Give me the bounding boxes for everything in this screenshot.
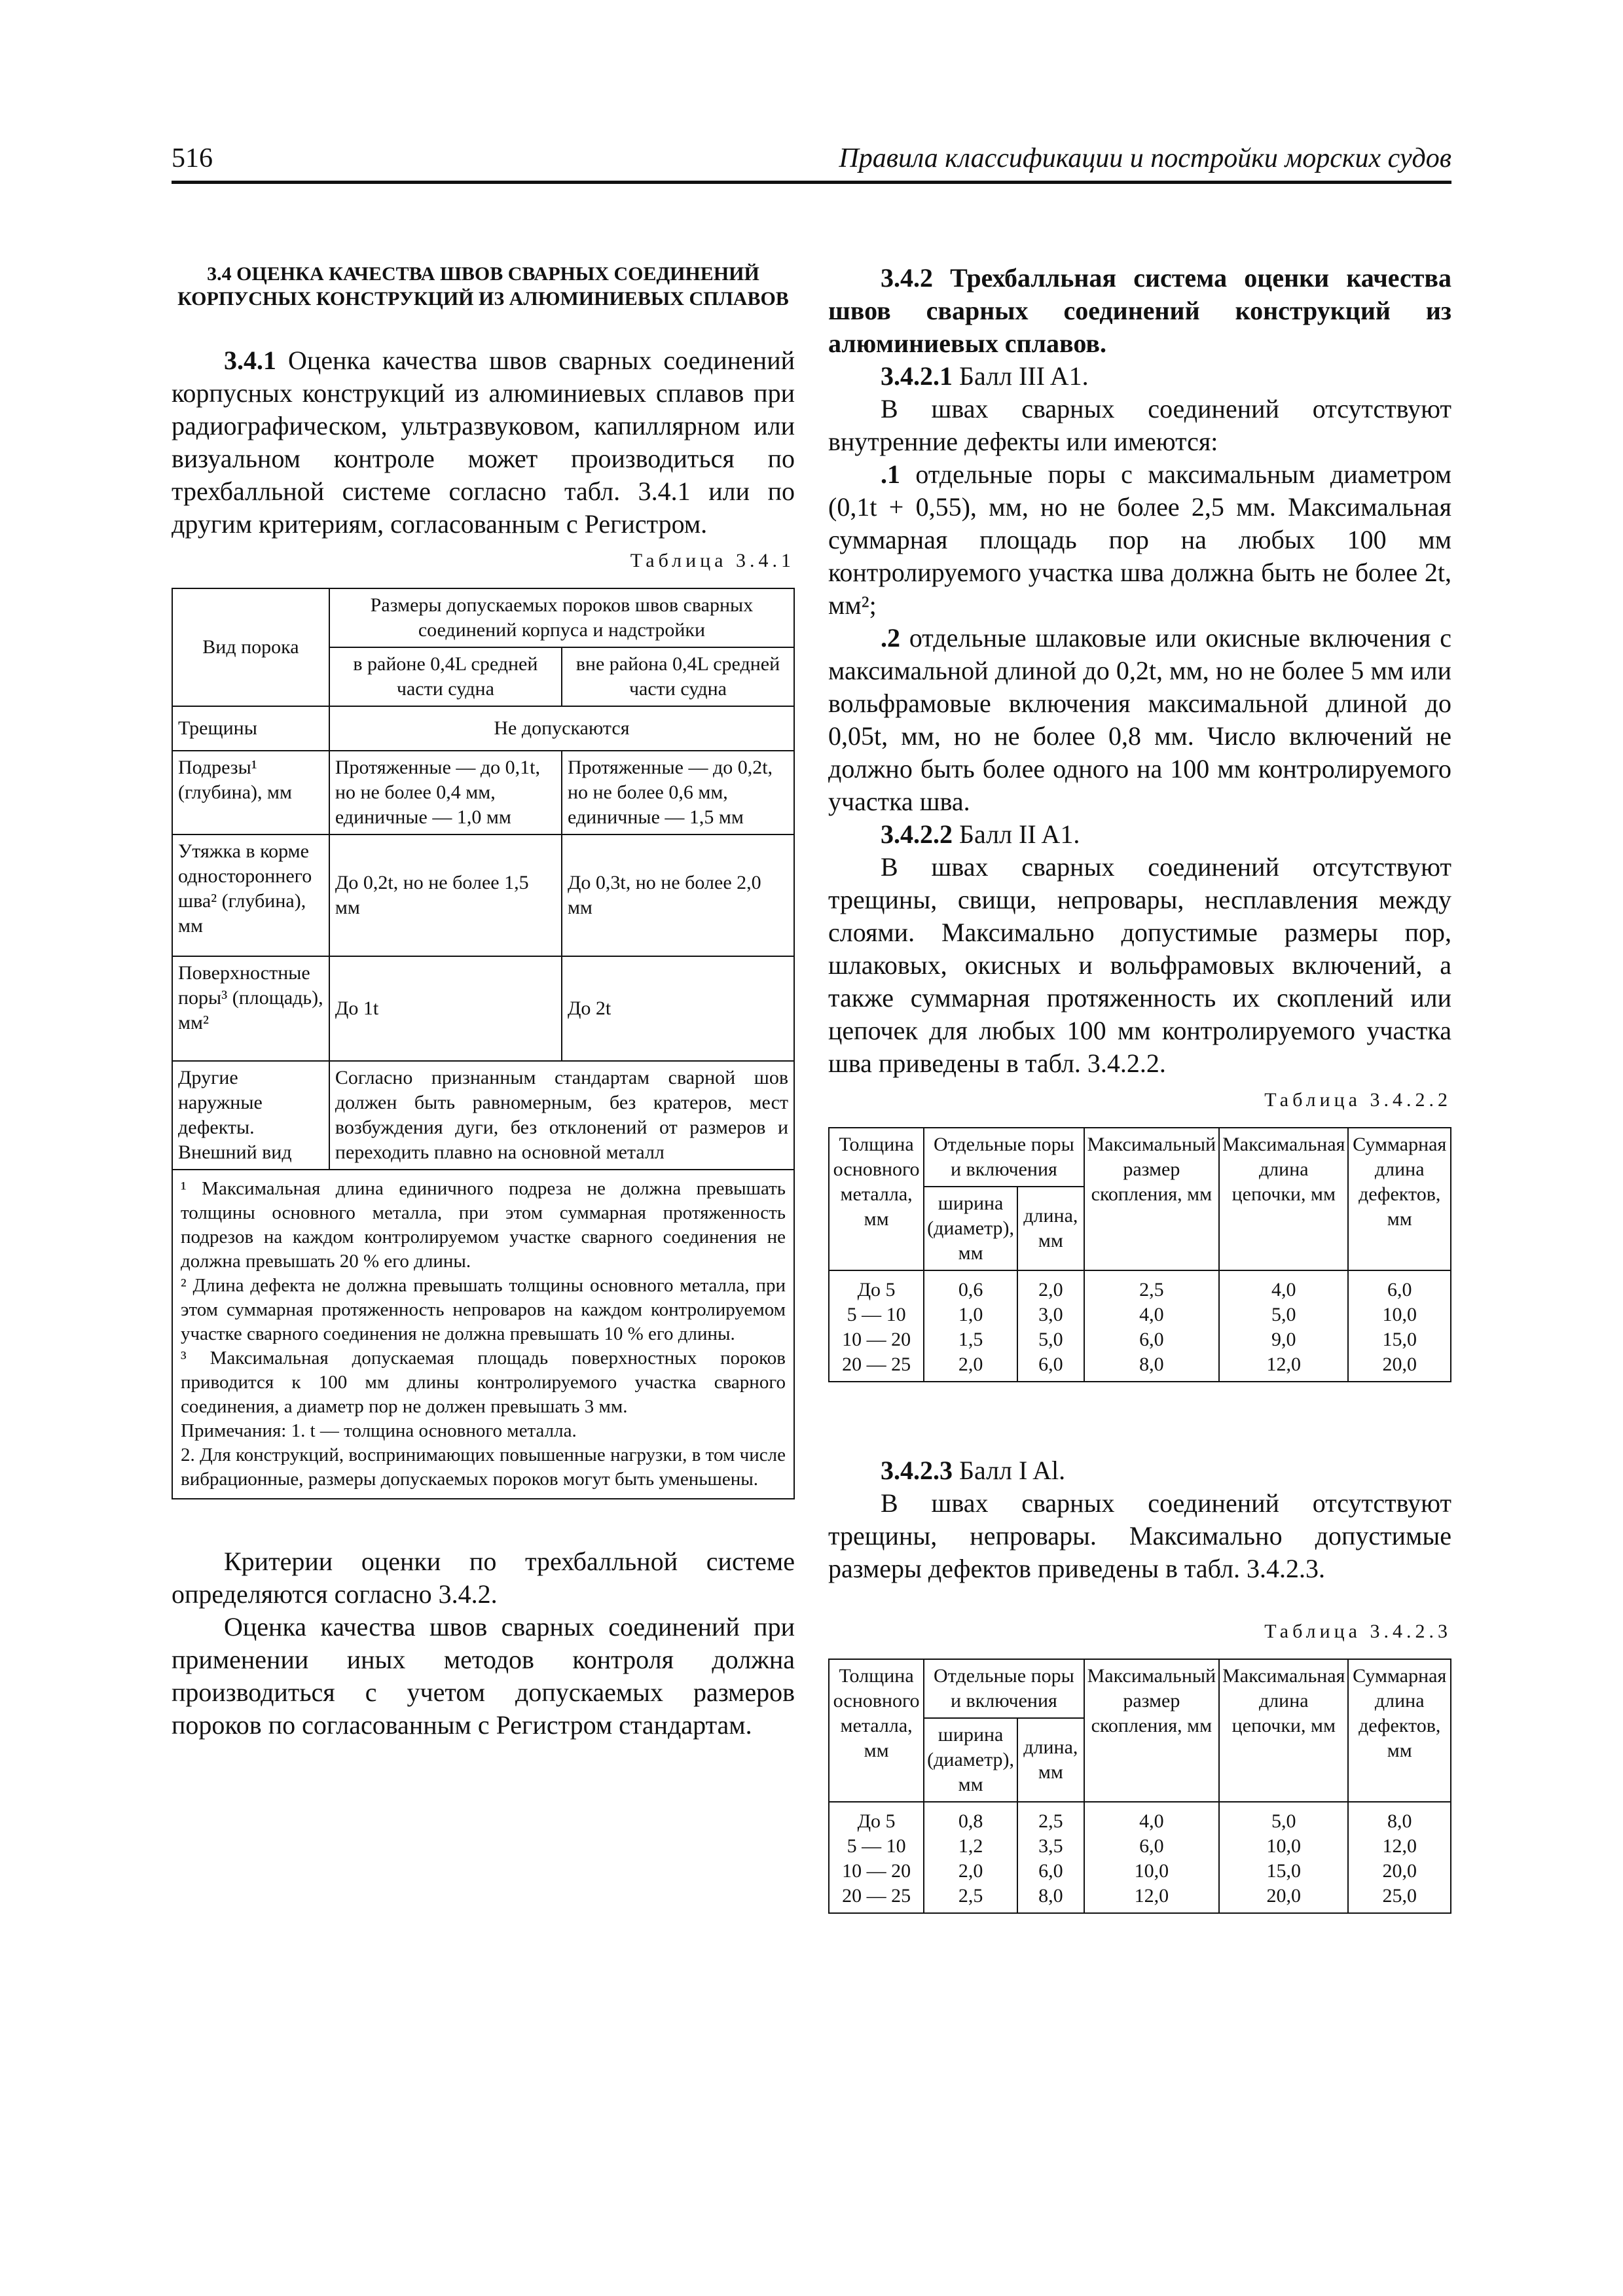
header-rule: [172, 181, 1451, 184]
paragraph-3-4-2-3-text: В швах сварных соединений отсутствуют трещины, непровары. Максимально допустимые размеры дефектов приведены в табл. 3.4.2.3.: [828, 1488, 1451, 1583]
table-label: Таблица 3.4.1: [630, 550, 795, 571]
col-chain: 4,0 5,0 9,0 12,0: [1219, 1270, 1348, 1382]
table-notes: [172, 1170, 794, 1499]
paragraph-3-4-1: [172, 344, 795, 541]
th-zone-in: в районе 0,4L средней части судна: [329, 647, 562, 706]
col-thickness: До 5 5 — 10 10 — 20 20 — 25: [829, 1802, 924, 1913]
clause-title: Балл I Al.: [959, 1456, 1066, 1485]
th-single: Отдельные поры и включения: [924, 1659, 1084, 1718]
clause-title: Трехбалльная система оценки качества швов сварных соединений конструкций из алюминиевых сплавов.: [828, 263, 1452, 358]
clause-number: 3.4.2.1: [881, 361, 953, 391]
running-title: Правила классификации и постройки морских судов: [839, 143, 1451, 173]
table-label: Таблица 3.4.2.2: [1264, 1089, 1451, 1111]
cell-kind: Поверхностные поры³ (площадь), мм²: [172, 956, 329, 1061]
item-text: отдельные поры с максимальным диаметром (0,1t + 0,55), мм, но не более 2,5 мм. Максимальная суммарная площадь пор на любых 100 мм контролируемого участка шва должна быть не более 2t, мм²;: [828, 459, 1452, 620]
table-3-4-1: [172, 588, 795, 1499]
note: ³ Максимальная допускаемая площадь поверхностных пороков приводится к 100 мм длины контролируемого участка сварного соединения, а диаметр пор не должен превышать 3 мм.: [181, 1348, 786, 1417]
clause-number: 3.4.2.2: [881, 819, 953, 849]
cell-value: Не допускаются: [329, 706, 794, 751]
th-length: длина, мм: [1017, 1187, 1084, 1270]
page-number: 516: [172, 143, 213, 173]
col-cluster: 2,5 4,0 6,0 8,0: [1084, 1270, 1219, 1382]
th-max-cluster: Максимальный размер скопления, мм: [1084, 1128, 1219, 1270]
cell-value: Протяженные — до 0,1t, но не более 0,4 мм, единичные — 1,0 мм: [329, 751, 562, 834]
paragraph-3-4-2-1-text: В швах сварных соединений отсутствуют внутренние дефекты или имеются:: [828, 394, 1451, 456]
clause-number: 3.4.2.3: [881, 1456, 953, 1485]
section-title: 3.4 ОЦЕНКА КАЧЕСТВА ШВОВ СВАРНЫХ СОЕДИНЕНИЙ КОРПУСНЫХ КОНСТРУКЦИЙ ИЗ АЛЮМИНИЕВЫХ СПЛАВОВ: [177, 263, 789, 310]
note: ² Длина дефекта не должна превышать толщины основного металла, при этом суммарная протяженность непроваров на каждом контролируемом участке сварного соединения не должна превышать 10 % его длины.: [181, 1275, 786, 1344]
paragraph-3-4-2-1: [828, 360, 1451, 393]
th-thickness: Толщина основного металла, мм: [829, 1659, 924, 1802]
clause-number: 3.4.2: [881, 263, 933, 293]
clause-text: Оценка качества швов сварных соединений корпусных конструкций из алюминиевых сплавов при радиографическом, ультразвуковом, капиллярном или визуальном контроле может производиться по трехбалльной системе согласно табл. 3.4.1 или по другим критериям, согласованным с Регистром.: [172, 346, 795, 539]
col-sum: 6,0 10,0 15,0 20,0: [1348, 1270, 1451, 1382]
th-kind: Вид порока: [172, 588, 329, 706]
th-sum-length: Суммарная длина дефектов, мм: [1348, 1128, 1451, 1270]
item-1: [828, 458, 1451, 622]
th-sizes: Размеры допускаемых пороков швов сварных соединений корпуса и надстройки: [329, 588, 794, 647]
paragraph-3-4-2: [828, 262, 1451, 360]
cell-value: До 1t: [329, 956, 562, 1061]
th-width: ширина (диаметр), мм: [924, 1718, 1017, 1802]
th-max-chain: Максимальная длина цепочки, мм: [1219, 1659, 1348, 1802]
paragraph-3-4-2-2: [828, 818, 1451, 851]
th-single: Отдельные поры и включения: [924, 1128, 1084, 1187]
cell-kind: Другие наружные дефекты. Внешний вид: [172, 1061, 329, 1170]
col-cluster: 4,0 6,0 10,0 12,0: [1084, 1802, 1219, 1913]
th-max-chain: Максимальная длина цепочки, мм: [1219, 1128, 1348, 1270]
col-width: 0,6 1,0 1,5 2,0: [924, 1270, 1017, 1382]
cell-value: До 0,2t, но не более 1,5 мм: [329, 834, 562, 956]
left-column: [172, 262, 795, 1742]
cell-value: До 0,3t, но не более 2,0 мм: [562, 834, 794, 956]
cell-kind: Трещины: [172, 706, 329, 751]
item-text: отдельные шлаковые или окисные включения с максимальной длиной до 0,2t, мм, но не более 5 мм или вольфрамовые включения максимальной длиной до 0,05t, мм, но не более 0,8 мм. Число включений не должно быть более одного на 100 мм контролируемого участка шва.: [828, 623, 1451, 816]
col-thickness: До 5 5 — 10 10 — 20 20 — 25: [829, 1270, 924, 1382]
col-length: 2,0 3,0 5,0 6,0: [1017, 1270, 1084, 1382]
note: Примечания: 1. t — толщина основного металла.: [181, 1420, 577, 1441]
cell-value: До 2t: [562, 956, 794, 1061]
item-number: .2: [881, 623, 900, 653]
col-sum: 8,0 12,0 20,0 25,0: [1348, 1802, 1451, 1913]
th-length: длина, мм: [1017, 1718, 1084, 1802]
paragraph-3-4-2-3: [828, 1454, 1451, 1487]
clause-title: Балл II A1.: [959, 819, 1080, 849]
col-length: 2,5 3,5 6,0 8,0: [1017, 1802, 1084, 1913]
cell-kind: Утяжка в корме одностороннего шва² (глубина), мм: [172, 834, 329, 956]
table-3-4-2-3: [828, 1659, 1451, 1914]
th-sum-length: Суммарная длина дефектов, мм: [1348, 1659, 1451, 1802]
th-thickness: Толщина основного металла, мм: [829, 1128, 924, 1270]
paragraph-criteria: Критерии оценки по трехбалльной системе определяются согласно 3.4.2.: [172, 1547, 795, 1609]
th-zone-out: вне района 0,4L средней части судна: [562, 647, 794, 706]
paragraph-3-4-2-2-text: В швах сварных соединений отсутствуют трещины, свищи, непровары, несплавления между слоями. Максимально допустимые размеры пор, шлаковых, окисных и вольфрамовых включений, а также суммарная протяженность их скоплений или цепочек для любых 100 мм контролируемого участка шва приведены в табл. 3.4.2.2.: [828, 852, 1451, 1078]
th-width: ширина (диаметр), мм: [924, 1187, 1017, 1270]
item-number: .1: [881, 459, 900, 489]
table-label: Таблица 3.4.2.3: [1264, 1621, 1451, 1642]
item-2: [828, 622, 1451, 818]
table-3-4-2-2: [828, 1127, 1451, 1382]
note: ¹ Максимальная длина единичного подреза не должна превышать толщины основного металла, при этом суммарная протяженность подрезов на каждом контролируемом участке сварного соединения не должна превышать 20 % его длины.: [181, 1178, 786, 1272]
col-chain: 5,0 10,0 15,0 20,0: [1219, 1802, 1348, 1913]
cell-value: Протяженные — до 0,2t, но не более 0,6 мм, единичные — 1,5 мм: [562, 751, 794, 834]
th-max-cluster: Максимальный размер скопления, мм: [1084, 1659, 1219, 1802]
note: 2. Для конструкций, воспринимающих повышенные нагрузки, в том числе вибрационные, размеры допускаемых пороков могут быть уменьшены.: [181, 1444, 786, 1490]
clause-number: 3.4.1: [224, 346, 276, 375]
col-width: 0,8 1,2 2,0 2,5: [924, 1802, 1017, 1913]
right-column: [828, 262, 1451, 1914]
paragraph-other-methods: Оценка качества швов сварных соединений при применении иных методов контроля должна производиться с учетом допускаемых размеров пороков по согласованным с Регистром стандартам.: [172, 1612, 795, 1740]
clause-title: Балл III A1.: [959, 361, 1089, 391]
cell-kind: Подрезы¹ (глубина), мм: [172, 751, 329, 834]
cell-value: Согласно признанным стандартам сварной шов должен быть равномерным, без кратеров, мест возбуждения дуги, без отклонений от размеров и переходить плавно на основной металл: [329, 1061, 794, 1170]
